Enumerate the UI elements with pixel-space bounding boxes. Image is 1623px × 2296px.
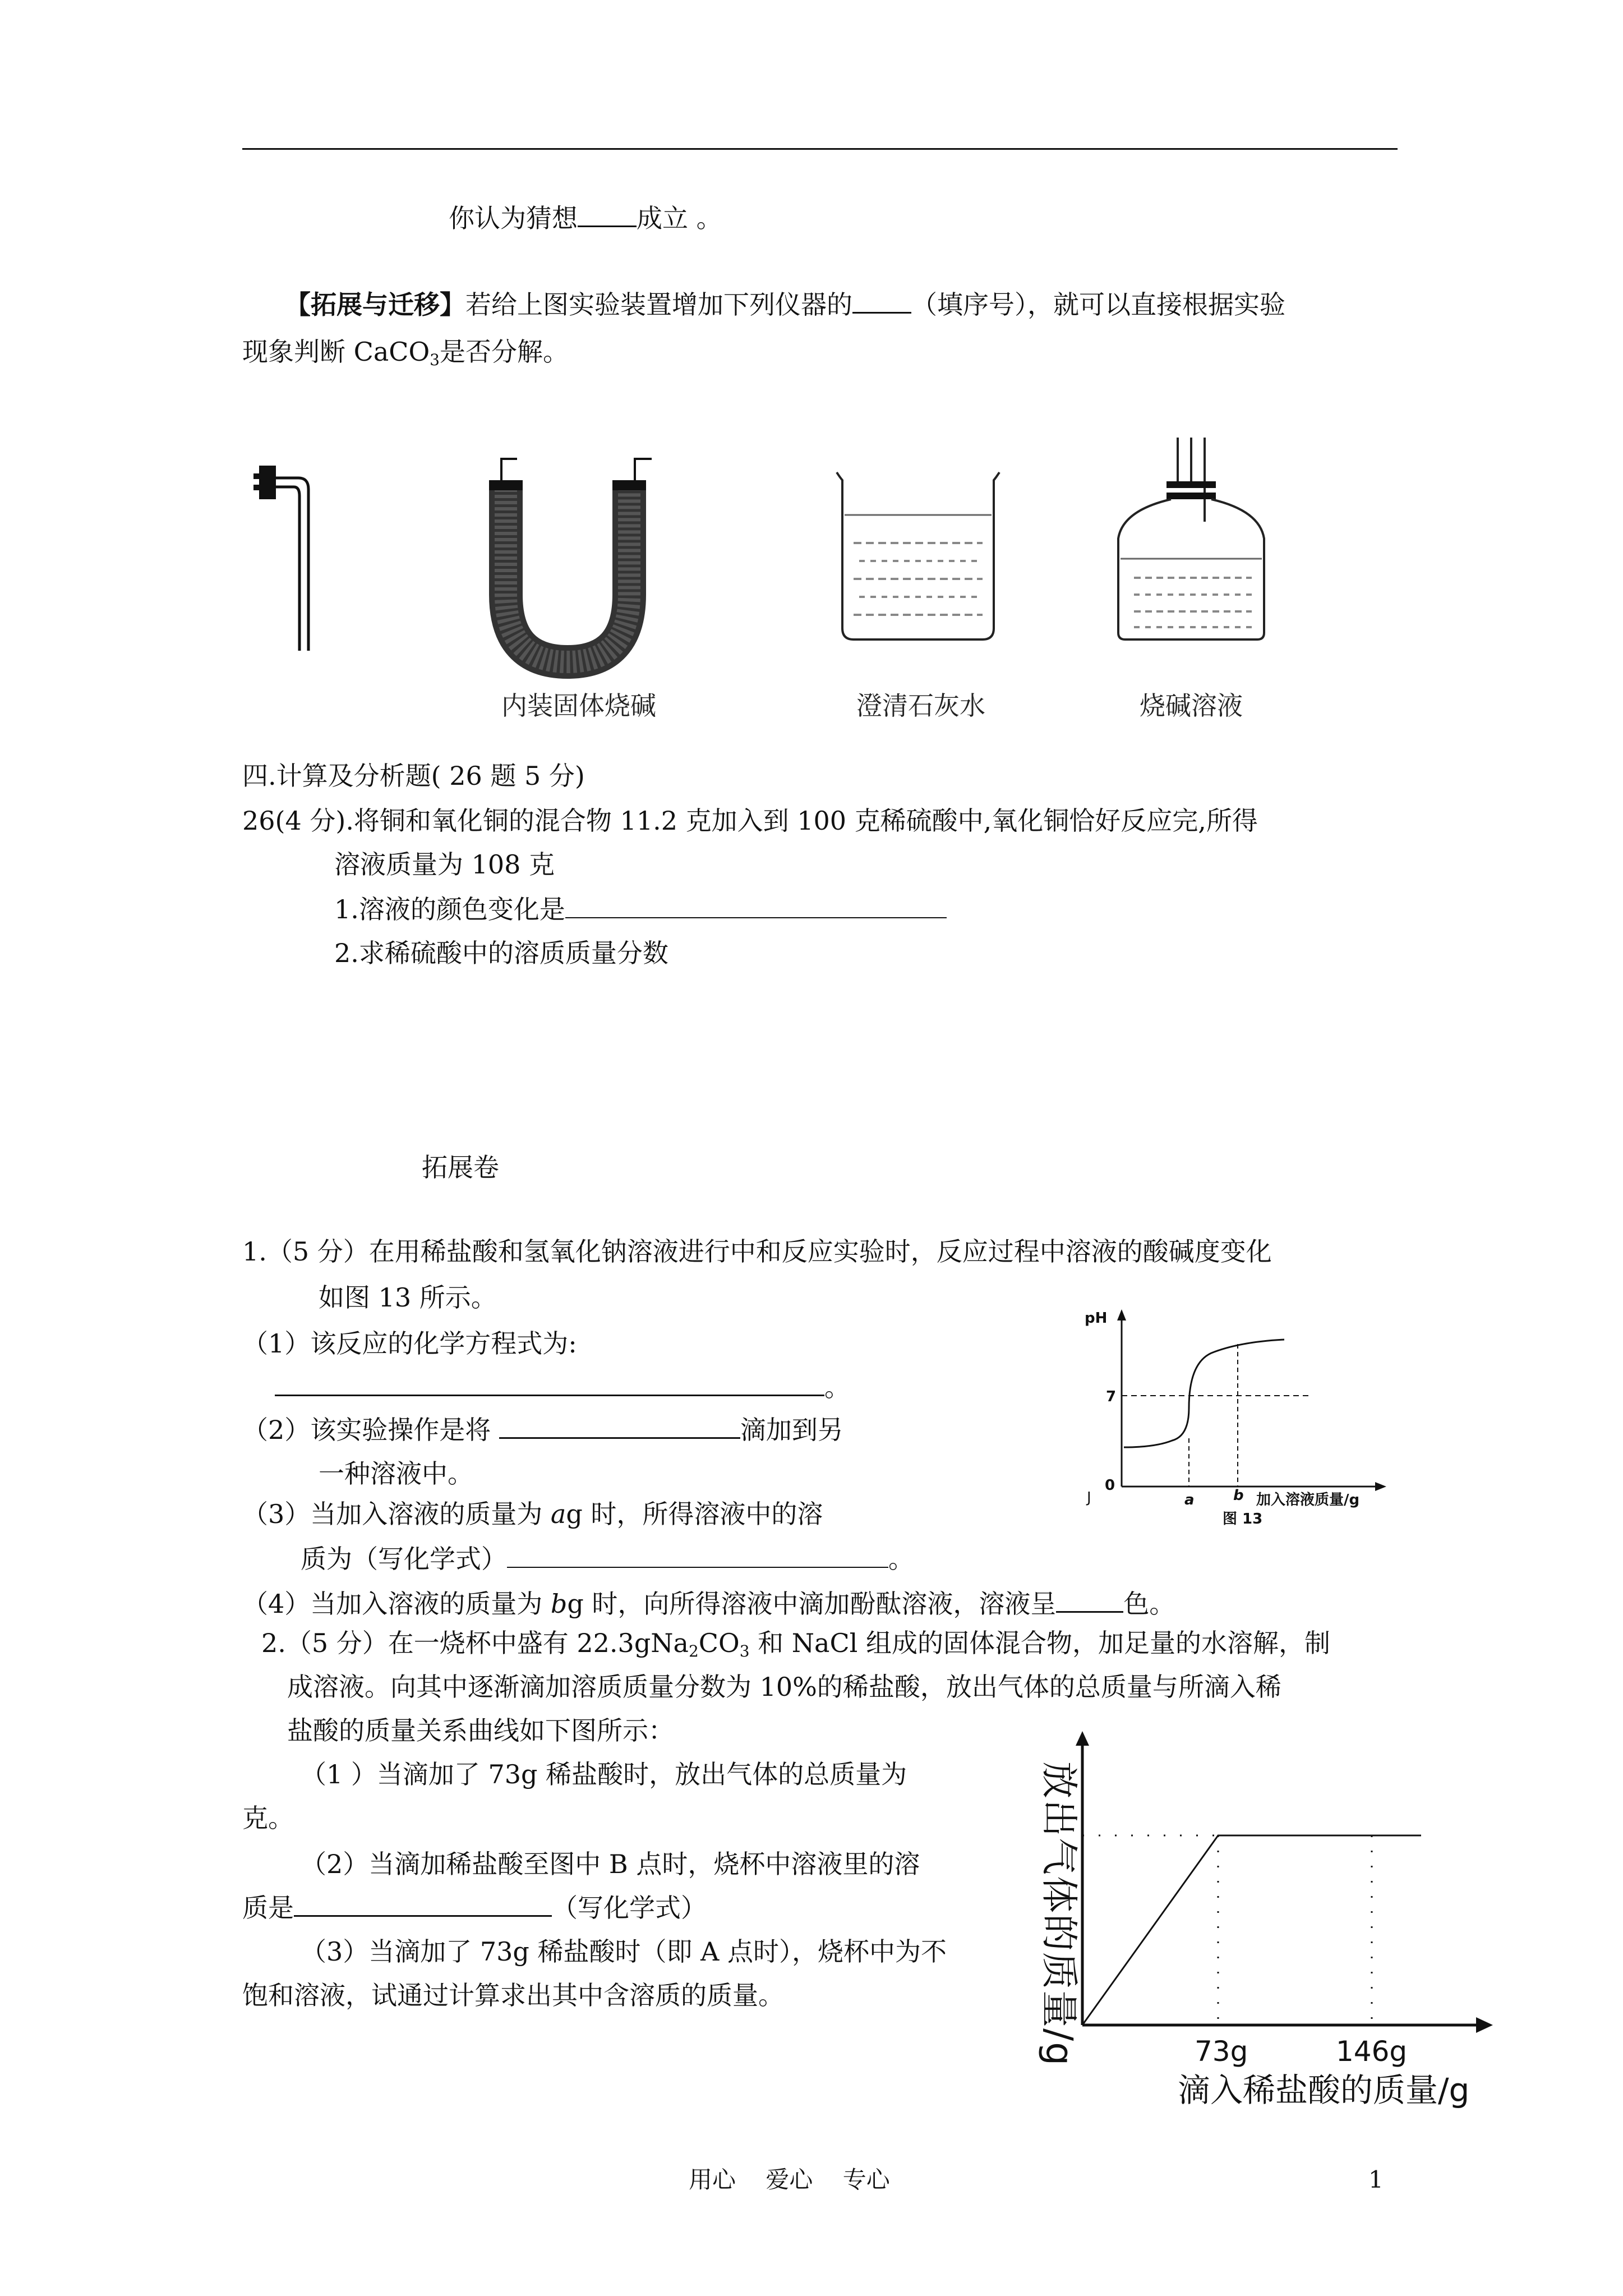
color-change-blank[interactable] bbox=[565, 895, 947, 918]
q2-part1: （1 ）当滴加了 73g 稀盐酸时，放出气体的总质量为 bbox=[301, 1759, 907, 1789]
equation-blank[interactable] bbox=[275, 1372, 824, 1396]
solute-blank[interactable] bbox=[507, 1544, 888, 1568]
extension-transfer-line: 【拓展与迁移】若给上图实验装置增加下列仪器的 （填序号），就可以直接根据实验 bbox=[285, 289, 1285, 320]
gas-mass-chart bbox=[998, 1728, 1503, 2109]
q2-line2: 成溶液。向其中逐渐滴加溶质质量分数为 10%的稀盐酸，放出气体的总质量与所滴入稀 bbox=[287, 1672, 1281, 1702]
svg-text:放出气体的质量/g: 放出气体的质量/g bbox=[1038, 1761, 1081, 2067]
figure-13-ph-chart bbox=[1077, 1301, 1391, 1526]
guess-blank[interactable] bbox=[578, 203, 637, 227]
q1-part2-cont: 一种溶液中。 bbox=[319, 1458, 473, 1489]
extension-transfer-line-2: 现象判断 CaCO$_3$是否分解。 bbox=[242, 337, 569, 369]
gas-curve bbox=[1082, 1835, 1421, 2025]
q26-line2: 溶液质量为 108 克 bbox=[334, 849, 555, 880]
ph-tick-a: a bbox=[1184, 1492, 1195, 1508]
q2-part1-cont: 克。 bbox=[242, 1803, 294, 1833]
q1-line2: 如图 13 所示。 bbox=[319, 1282, 497, 1313]
ph-stray-mark: J bbox=[1087, 1489, 1091, 1506]
extension-title: 拓展卷 bbox=[422, 1152, 499, 1182]
gas-x-label: 滴入稀盐酸的质量/g bbox=[1178, 2071, 1470, 2109]
beaker-icon bbox=[837, 472, 999, 639]
q1-part1: （1）该反应的化学方程式为: bbox=[242, 1328, 577, 1359]
q26-line1: 26(4 分).将铜和氧化铜的混合物 11.2 克加入到 100 克稀硫酸中,氧化铜恰好反应完,所得 bbox=[242, 806, 1258, 836]
q2-part2: （2）当滴加稀盐酸至图中 B 点时，烧杯中溶液里的溶 bbox=[301, 1849, 920, 1879]
apparatus-figure bbox=[242, 426, 1364, 740]
ph-tick-7: 7 bbox=[1106, 1388, 1117, 1405]
ph-x-label: 加入溶液质量/g bbox=[1256, 1492, 1360, 1508]
q1-part1-answer: 。 bbox=[275, 1369, 850, 1406]
color-blank[interactable] bbox=[1056, 1589, 1123, 1613]
operation-blank[interactable] bbox=[499, 1415, 740, 1439]
q2-line1: 2.（5 分）在一烧杯中盛有 $22.3gNa_2CO_3$ 和 NaCl 组成的固体混合物，加足量的水溶解，制 bbox=[261, 1628, 1330, 1660]
extension-blank[interactable] bbox=[852, 289, 911, 314]
ph-caption: 图 13 bbox=[1223, 1511, 1263, 1526]
q2-part3: （3）当滴加了 73g 稀盐酸时（即 A 点时），烧杯中为不 bbox=[301, 1936, 947, 1967]
gas-tick-146: 146g bbox=[1336, 2035, 1408, 2068]
gas-bottle-icon bbox=[1118, 438, 1264, 639]
header-rule bbox=[242, 148, 1398, 150]
q1-part4: （4）当加入溶液的质量为 bg 时，向所得溶液中滴加酚酞溶液，溶液呈 色。 bbox=[242, 1589, 1175, 1619]
gas-y-axis-label bbox=[1038, 1761, 1081, 2067]
q1-part3: （3）当加入溶液的质量为 ag 时，所得溶液中的溶 bbox=[242, 1499, 823, 1529]
guess-line: 你认为猜想 成立 。 bbox=[449, 203, 722, 233]
ph-origin: 0 bbox=[1105, 1477, 1115, 1494]
section4-heading: 四.计算及分析题( 26 题 5 分) bbox=[242, 761, 585, 791]
q1-line1: 1.（5 分）在用稀盐酸和氢氧化钠溶液进行中和反应实验时，反应过程中溶液的酸碱度变化 bbox=[242, 1236, 1272, 1267]
solute-b-blank[interactable] bbox=[294, 1893, 552, 1917]
bent-tube-icon bbox=[253, 466, 308, 651]
apparatus-label-1: 内装固体烧碱 bbox=[501, 691, 656, 721]
apparatus-label-3: 烧碱溶液 bbox=[1140, 691, 1243, 721]
u-tube-icon bbox=[489, 459, 652, 662]
ph-curve bbox=[1124, 1340, 1284, 1447]
q1-part3-cont: 质为（写化学式） 。 bbox=[301, 1544, 914, 1574]
apparatus-label-2: 澄清石灰水 bbox=[856, 691, 985, 721]
q1-part2: （2）该实验操作是将 滴加到另 bbox=[242, 1415, 843, 1445]
ph-tick-b: b bbox=[1233, 1487, 1244, 1504]
q26-sub1: 1.溶液的颜色变化是 bbox=[334, 891, 947, 928]
q2-part3-cont: 饱和溶液，试通过计算求出其中含溶质的质量。 bbox=[242, 1980, 784, 2010]
footer-slogan: 用心 爱心 专心 bbox=[689, 2166, 890, 2193]
q26-sub2: 2.求稀硫酸中的溶质质量分数 bbox=[334, 938, 668, 968]
ph-axis-label: pH bbox=[1085, 1310, 1108, 1327]
page-number: 1 bbox=[1368, 2166, 1384, 2193]
q2-line3: 盐酸的质量关系曲线如下图所示： bbox=[287, 1715, 674, 1746]
gas-tick-73: 73g bbox=[1195, 2035, 1248, 2068]
extension-tag: 【拓展与迁移】 bbox=[285, 289, 465, 320]
q2-part2-cont: 质是 （写化学式） bbox=[242, 1893, 707, 1923]
